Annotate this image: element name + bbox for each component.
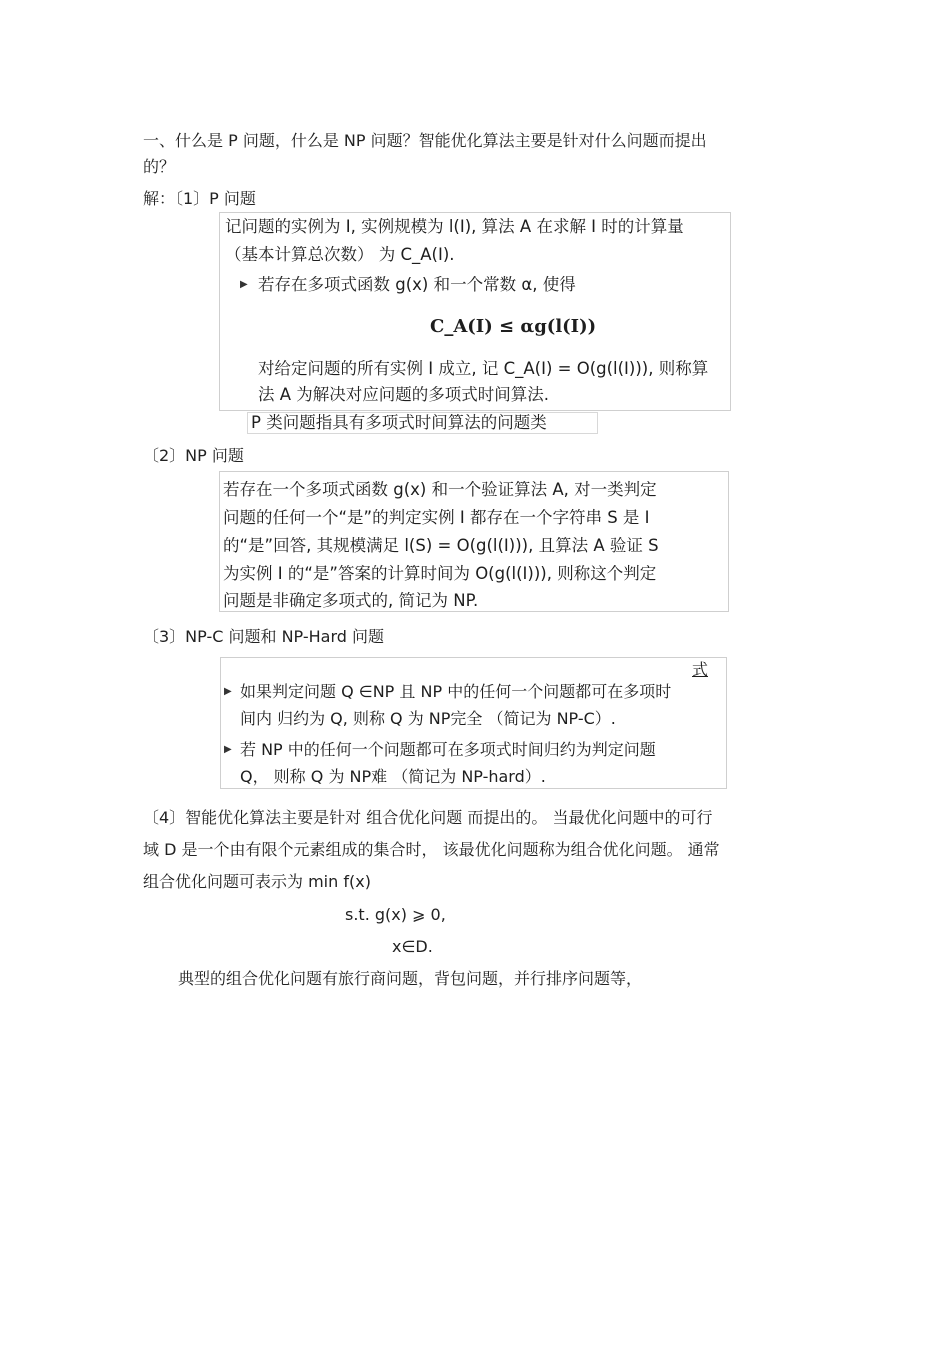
p-def-line-1: 记问题的实例为 I, 实例规模为 l(I), 算法 A 在求解 I 时的计算量: [225, 217, 684, 236]
p-class-note-box: [247, 412, 598, 434]
question-line-1: 一、什么是 P 问题，什么是 NP 问题？智能优化算法主要是针对什么问题而提出: [143, 131, 707, 150]
p-def-line-6: 法 A 为解决对应问题的多项式时间算法.: [258, 385, 550, 404]
constraint-line: s.t. g(x) ⩾ 0,: [345, 905, 446, 924]
p-def-line-2: （基本计算总次数） 为 C_A(I).: [225, 245, 455, 264]
insert-mark: 式: [692, 660, 709, 679]
p-def-line-5: 对给定问题的所有实例 I 成立, 记 C_A(I) = O(g(l(I))), 则称算: [258, 359, 709, 378]
npc-def-line-1: 如果判定问题 Q ∈NP 且 NP 中的任何一个问题都可在多项时: [240, 682, 672, 701]
heading-np: 〔2〕NP 问题: [143, 446, 244, 465]
section4-line-1: 〔4〕智能优化算法主要是针对 组合优化问题 而提出的。 当最优化问题中的可行: [143, 808, 713, 827]
p-definition-box: [219, 212, 731, 411]
np-def-line-4: 为实例 I 的“是”答案的计算时间为 O(g(l(I))), 则称这个判定: [223, 564, 657, 583]
bullet-triangle-icon: ▶: [224, 686, 232, 697]
npc-definition-box: [220, 657, 727, 789]
bullet-triangle-icon: ▶: [240, 279, 248, 290]
question-line-2: 的？: [143, 157, 176, 176]
section4-line-2: 域 D 是一个由有限个元素组成的集合时， 该最优化问题称为组合优化问题。 通常: [143, 840, 720, 859]
p-def-formula: C_A(I) ≤ αg(l(I)): [430, 316, 597, 337]
section4-line-3: 组合优化问题可表示为 min f(x): [143, 872, 371, 891]
np-def-line-5: 问题是非确定多项式的, 简记为 NP.: [223, 591, 479, 610]
npc-def-line-4: Q， 则称 Q 为 NP难 （简记为 NP-hard）.: [240, 767, 546, 786]
section4-line-6: 典型的组合优化问题有旅行商问题，背包问题，并行排序问题等，: [178, 969, 643, 988]
p-def-line-3: 若存在多项式函数 g(x) 和一个常数 α, 使得: [258, 275, 576, 294]
npc-def-line-2: 间内 归约为 Q, 则称 Q 为 NP完全 （简记为 NP-C）.: [240, 709, 616, 728]
np-definition-box: [219, 471, 729, 612]
np-def-line-3: 的“是”回答, 其规模满足 l(S) = O(g(l(I))), 且算法 A 验证 S: [223, 536, 659, 555]
np-def-line-2: 问题的任何一个“是”的判定实例 I 都存在一个字符串 S 是 I: [223, 508, 650, 527]
npc-def-line-3: 若 NP 中的任何一个问题都可在多项式时间归约为判定问题: [240, 740, 656, 759]
heading-npc: 〔3〕NP-C 问题和 NP-Hard 问题: [143, 627, 384, 646]
domain-line: x∈D.: [392, 937, 433, 956]
np-def-line-1: 若存在一个多项式函数 g(x) 和一个验证算法 A, 对一类判定: [223, 480, 657, 499]
bullet-triangle-icon: ▶: [224, 744, 232, 755]
p-class-note: P 类问题指具有多项式时间算法的问题类: [251, 413, 547, 432]
answer-heading: 解：〔1〕P 问题: [143, 189, 256, 208]
